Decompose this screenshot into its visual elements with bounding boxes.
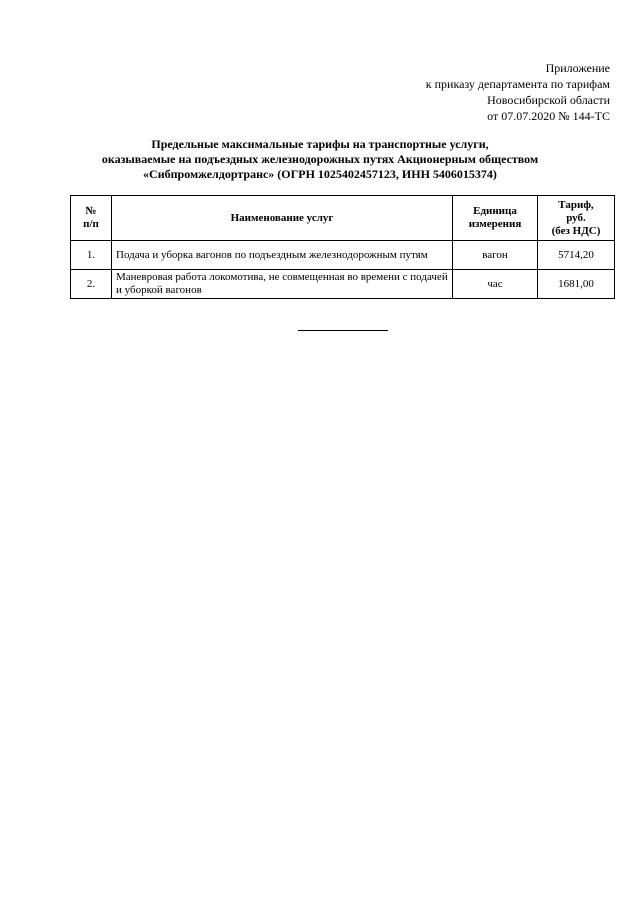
- table-row: [71, 241, 615, 270]
- header-tariff: [538, 196, 615, 241]
- header-tariff-line: Тариф,: [558, 198, 594, 211]
- title-line: «Сибпромжелдортранс» (ОГРН 1025402457123, ИНН 5406015374): [143, 167, 497, 181]
- header-unit: [453, 196, 538, 241]
- row-tariff: 5714,20: [538, 241, 615, 270]
- header-num: [71, 196, 112, 241]
- table-row: [71, 270, 615, 299]
- tariff-table: [70, 195, 615, 299]
- appendix-line: Новосибирской области: [487, 93, 610, 107]
- row-unit: час: [453, 270, 538, 299]
- row-num: 1.: [71, 241, 112, 270]
- document-title: [70, 137, 570, 182]
- closing-rule: [298, 330, 388, 331]
- title-line: Предельные максимальные тарифы на транспортные услуги,: [151, 137, 489, 151]
- header-tariff-line: руб.: [566, 211, 586, 224]
- header-unit-line: Единица: [473, 205, 517, 217]
- row-num: 2.: [71, 270, 112, 299]
- header-unit-line: измерения: [468, 218, 522, 230]
- appendix-header: [426, 60, 610, 124]
- table-header-row: [71, 196, 615, 241]
- appendix-line: Приложение: [545, 61, 610, 75]
- row-service-name: Маневровая работа локомотива, не совмещенная во времени с подачей и уборкой вагонов: [112, 270, 453, 299]
- header-num-line: №: [85, 205, 97, 217]
- header-tariff-line: (без НДС): [551, 224, 601, 237]
- appendix-line: от 07.07.2020 № 144-ТС: [487, 109, 610, 123]
- header-num-line: п/п: [83, 218, 99, 230]
- row-service-name: Подача и уборка вагонов по подъездным железнодорожным путям: [112, 241, 453, 270]
- header-name: Наименование услуг: [112, 196, 453, 241]
- appendix-line: к приказу департамента по тарифам: [425, 77, 610, 91]
- row-tariff: 1681,00: [538, 270, 615, 299]
- row-unit: вагон: [453, 241, 538, 270]
- title-line: оказываемые на подъездных железнодорожных путях Акционерным обществом: [101, 152, 539, 166]
